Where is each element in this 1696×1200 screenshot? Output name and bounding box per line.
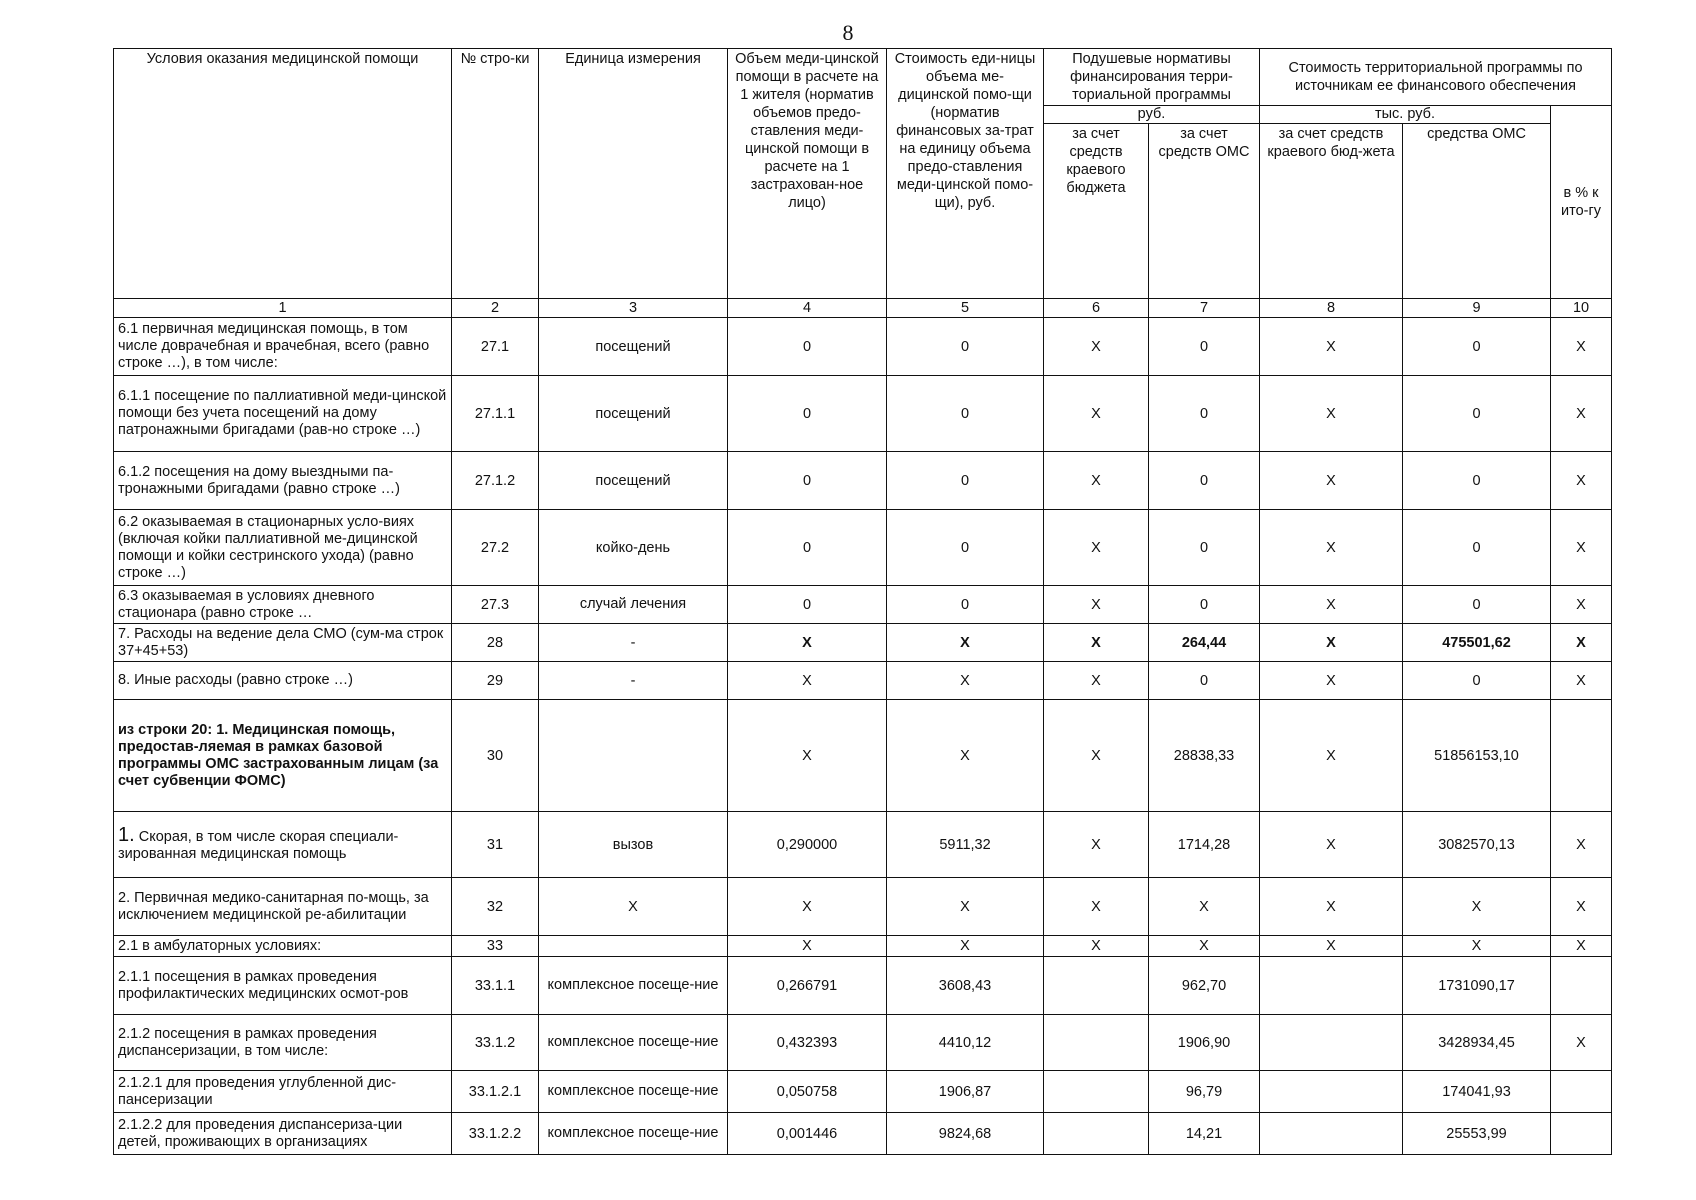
row-regional-budget: Х [1044,318,1149,376]
column-number: 5 [887,299,1044,318]
row-volume: 0 [728,452,887,510]
row-volume: 0,001446 [728,1113,887,1155]
row-percent [1551,1113,1612,1155]
row-unit: посещений [539,452,728,510]
column-number: 1 [114,299,452,318]
financing-table [113,48,1612,1155]
row-oms-cost: 0 [1403,510,1551,586]
table-row [114,1113,1612,1155]
header-line-number: № стро-ки [452,49,539,299]
row-description-text: 2.1.2.1 для проведения углубленной дис-пансеризации [118,1074,397,1108]
row-unit-cost: Х [887,700,1044,812]
row-oms-cost: 174041,93 [1403,1071,1551,1113]
header-percent: в % к ито-гу [1551,106,1612,299]
header-unit: Единица измерения [539,49,728,299]
row-volume: 0 [728,376,887,452]
row-oms-cost: Х [1403,936,1551,957]
row-description-text: 2.1.2.2 для проведения диспансериза-ции детей, проживающих в организациях [118,1116,403,1150]
row-description-text: 6.1.1 посещение по паллиативной меди-цинской помощи без учета посещений на дому патронажными бригадами (рав-но строке …) [118,388,447,438]
row-oms: 1906,90 [1149,1015,1260,1071]
column-numbers-row [114,299,1612,318]
row-unit-cost: 0 [887,452,1044,510]
column-number: 9 [1403,299,1551,318]
table-row [114,700,1612,812]
table-row [114,878,1612,936]
row-unit: - [539,662,728,700]
row-line-number: 30 [452,700,539,812]
table-row [114,957,1612,1015]
row-oms: 0 [1149,318,1260,376]
row-regional-budget [1044,1113,1149,1155]
row-regional-budget-cost [1260,1113,1403,1155]
row-oms: Х [1149,936,1260,957]
row-regional-budget-cost: Х [1260,662,1403,700]
row-line-number: 33.1.1 [452,957,539,1015]
row-regional-budget: Х [1044,586,1149,624]
row-regional-budget: Х [1044,376,1149,452]
row-percent: Х [1551,812,1612,878]
row-description [114,452,452,510]
table-row [114,586,1612,624]
row-regional-budget-cost: Х [1260,452,1403,510]
row-description-text: Скорая, в том числе скорая специали-зированная медицинская помощь [118,828,399,862]
header-per-capita-group: Подушевые нормативы финансирования терри-ториальной программы [1044,49,1260,106]
row-regional-budget-cost: Х [1260,700,1403,812]
table-row [114,662,1612,700]
row-oms-cost: 0 [1403,452,1551,510]
row-percent [1551,700,1612,812]
row-unit-cost: 1906,87 [887,1071,1044,1113]
row-regional-budget-cost: Х [1260,318,1403,376]
row-oms: 264,44 [1149,624,1260,662]
row-oms-cost: 3428934,45 [1403,1015,1551,1071]
row-line-number: 27.1.2 [452,452,539,510]
row-oms: 962,70 [1149,957,1260,1015]
row-unit: комплексное посеще-ние [539,1113,728,1155]
row-unit-cost: Х [887,662,1044,700]
row-regional-budget-cost: Х [1260,586,1403,624]
row-regional-budget: Х [1044,812,1149,878]
header-unit-cost: Стоимость еди-ницы объема ме-дицинской помо-щи (норматив финансовых за-трат на единицу объема предо-ставления меди-цинской помо-щи), руб. [887,49,1044,299]
row-oms-cost: 0 [1403,662,1551,700]
row-regional-budget: Х [1044,510,1149,586]
row-regional-budget-cost: Х [1260,878,1403,936]
row-description-text: 6.3 оказываемая в условиях дневного стационара (равно строке … [118,587,375,621]
row-regional-budget-cost: Х [1260,812,1403,878]
row-regional-budget-cost [1260,1071,1403,1113]
row-description [114,936,452,957]
row-unit: вызов [539,812,728,878]
row-description-number: 1. [118,823,135,846]
row-regional-budget: Х [1044,936,1149,957]
row-oms: 96,79 [1149,1071,1260,1113]
row-description [114,1015,452,1071]
row-percent [1551,1071,1612,1113]
row-unit-cost: 0 [887,376,1044,452]
row-unit: комплексное посеще-ние [539,1015,728,1071]
table-row [114,376,1612,452]
table-row [114,1071,1612,1113]
row-description-text: 8. Иные расходы (равно строке …) [118,672,353,688]
header-unit-thousand-rub: тыс. руб. [1260,106,1551,124]
row-description-text: 6.1 первичная медицинская помощь, в том числе доврачебная и врачебная, всего (равно строке …), в том числе: [118,321,430,371]
row-regional-budget [1044,1071,1149,1113]
row-description-text: 6.1.2 посещения на дому выездными па-тронажными бригадами (равно строке …) [118,463,400,497]
column-number: 6 [1044,299,1149,318]
column-number: 3 [539,299,728,318]
row-oms: Х [1149,878,1260,936]
row-volume: Х [728,936,887,957]
row-volume: 0 [728,318,887,376]
row-unit: - [539,624,728,662]
row-description [114,586,452,624]
row-description [114,812,452,878]
row-volume: 0,050758 [728,1071,887,1113]
row-regional-budget-cost: Х [1260,510,1403,586]
row-line-number: 33 [452,936,539,957]
row-oms: 0 [1149,586,1260,624]
header-regional-budget-cost: за счет средств краевого бюд-жета [1260,124,1403,299]
table-row [114,624,1612,662]
row-regional-budget-cost: Х [1260,376,1403,452]
row-line-number: 33.1.2.1 [452,1071,539,1113]
column-number: 2 [452,299,539,318]
row-regional-budget-cost: Х [1260,936,1403,957]
row-unit [539,700,728,812]
row-unit [539,936,728,957]
row-unit: посещений [539,376,728,452]
table-row [114,452,1612,510]
row-oms-cost: 0 [1403,586,1551,624]
row-unit: посещений [539,318,728,376]
row-oms: 28838,33 [1149,700,1260,812]
row-line-number: 28 [452,624,539,662]
header-oms: за счет средств ОМС [1149,124,1260,299]
row-line-number: 32 [452,878,539,936]
row-description [114,1071,452,1113]
header-conditions: Условия оказания медицинской помощи [114,49,452,299]
row-volume: 0 [728,510,887,586]
row-regional-budget: Х [1044,452,1149,510]
row-regional-budget: Х [1044,700,1149,812]
table-row [114,812,1612,878]
row-percent: Х [1551,1015,1612,1071]
page-number: 8 [842,20,854,45]
column-number: 10 [1551,299,1612,318]
row-percent: Х [1551,878,1612,936]
header-regional-budget: за счет средств краевого бюджета [1044,124,1149,299]
row-unit: комплексное посеще-ние [539,1071,728,1113]
row-unit-cost: 9824,68 [887,1113,1044,1155]
row-description [114,1113,452,1155]
row-description [114,624,452,662]
row-unit-cost: Х [887,936,1044,957]
row-volume: Х [728,700,887,812]
row-oms-cost: 25553,99 [1403,1113,1551,1155]
row-unit-cost: Х [887,878,1044,936]
row-regional-budget: Х [1044,624,1149,662]
row-unit: случай лечения [539,586,728,624]
row-line-number: 27.1 [452,318,539,376]
row-oms-cost: 0 [1403,318,1551,376]
row-unit-cost: 5911,32 [887,812,1044,878]
row-oms: 0 [1149,376,1260,452]
row-percent: Х [1551,376,1612,452]
row-volume: 0,290000 [728,812,887,878]
row-regional-budget-cost [1260,1015,1403,1071]
row-description-text: 2.1.2 посещения в рамках проведения диспансеризации, в том числе: [118,1025,377,1059]
table-row [114,510,1612,586]
row-percent: Х [1551,586,1612,624]
row-oms-cost: 475501,62 [1403,624,1551,662]
row-oms-cost: 1731090,17 [1403,957,1551,1015]
row-percent: Х [1551,624,1612,662]
row-regional-budget [1044,957,1149,1015]
row-percent: Х [1551,510,1612,586]
row-description [114,662,452,700]
row-description-text: 6.2 оказываемая в стационарных усло-виях (включая койки паллиативной ме-дицинской помощи и койки сестринского ухода) (равно строке …) [118,513,418,581]
table-row [114,936,1612,957]
row-percent [1551,957,1612,1015]
row-regional-budget-cost: Х [1260,624,1403,662]
row-percent: Х [1551,452,1612,510]
row-unit: комплексное посеще-ние [539,957,728,1015]
row-volume: 0,266791 [728,957,887,1015]
row-description [114,376,452,452]
row-line-number: 33.1.2.2 [452,1113,539,1155]
row-description [114,878,452,936]
row-oms: 0 [1149,510,1260,586]
row-description [114,957,452,1015]
row-line-number: 27.3 [452,586,539,624]
row-description-text: 7. Расходы на ведение дела СМО (сум-ма строк 37+45+53) [118,625,444,659]
row-regional-budget [1044,1015,1149,1071]
row-description-text: 2.1 в амбулаторных условиях: [118,937,322,954]
row-percent: Х [1551,318,1612,376]
row-regional-budget-cost [1260,957,1403,1015]
row-line-number: 29 [452,662,539,700]
row-percent: Х [1551,662,1612,700]
row-unit-cost: 3608,43 [887,957,1044,1015]
row-unit-cost: Х [887,624,1044,662]
row-line-number: 27.1.1 [452,376,539,452]
row-oms-cost: 51856153,10 [1403,700,1551,812]
row-unit-cost: 0 [887,318,1044,376]
row-unit: Х [539,878,728,936]
row-percent: Х [1551,936,1612,957]
row-oms-cost: 0 [1403,376,1551,452]
row-unit: койко-день [539,510,728,586]
row-oms: 0 [1149,452,1260,510]
header-oms-cost: средства ОМС [1403,124,1551,299]
row-description [114,700,452,812]
row-line-number: 27.2 [452,510,539,586]
header-volume: Объем меди-цинской помощи в расчете на 1 жителя (норматив объемов предо-ставления меди-цинской помощи в расчете на 1 застрахован-ное лицо) [728,49,887,299]
row-line-number: 31 [452,812,539,878]
row-description-text: 2. Первичная медико-санитарная по-мощь, за исключением медицинской ре-абилитации [118,889,429,923]
column-number: 4 [728,299,887,318]
row-description-text: 2.1.1 посещения в рамках проведения профилактических медицинских осмот-ров [118,968,409,1002]
row-oms-cost: 3082570,13 [1403,812,1551,878]
row-volume: Х [728,878,887,936]
row-volume: Х [728,624,887,662]
column-number: 8 [1260,299,1403,318]
row-volume: 0,432393 [728,1015,887,1071]
table-row [114,318,1612,376]
row-unit-cost: 4410,12 [887,1015,1044,1071]
row-regional-budget: Х [1044,878,1149,936]
header-program-cost-group: Стоимость территориальной программы по источникам ее финансового обеспечения [1260,49,1612,106]
row-unit-cost: 0 [887,586,1044,624]
header-unit-rub: руб. [1044,106,1260,124]
row-description [114,318,452,376]
row-line-number: 33.1.2 [452,1015,539,1071]
row-description-text: из строки 20: 1. Медицинская помощь, предостав-ляемая в рамках базовой программы ОМС застрахованным лицам (за счет субвенции ФОМС) [118,721,439,789]
row-unit-cost: 0 [887,510,1044,586]
row-oms: 0 [1149,662,1260,700]
table-row [114,1015,1612,1071]
row-description [114,510,452,586]
row-volume: 0 [728,586,887,624]
row-regional-budget: Х [1044,662,1149,700]
row-oms-cost: Х [1403,878,1551,936]
column-number: 7 [1149,299,1260,318]
row-volume: Х [728,662,887,700]
row-oms: 14,21 [1149,1113,1260,1155]
row-oms: 1714,28 [1149,812,1260,878]
